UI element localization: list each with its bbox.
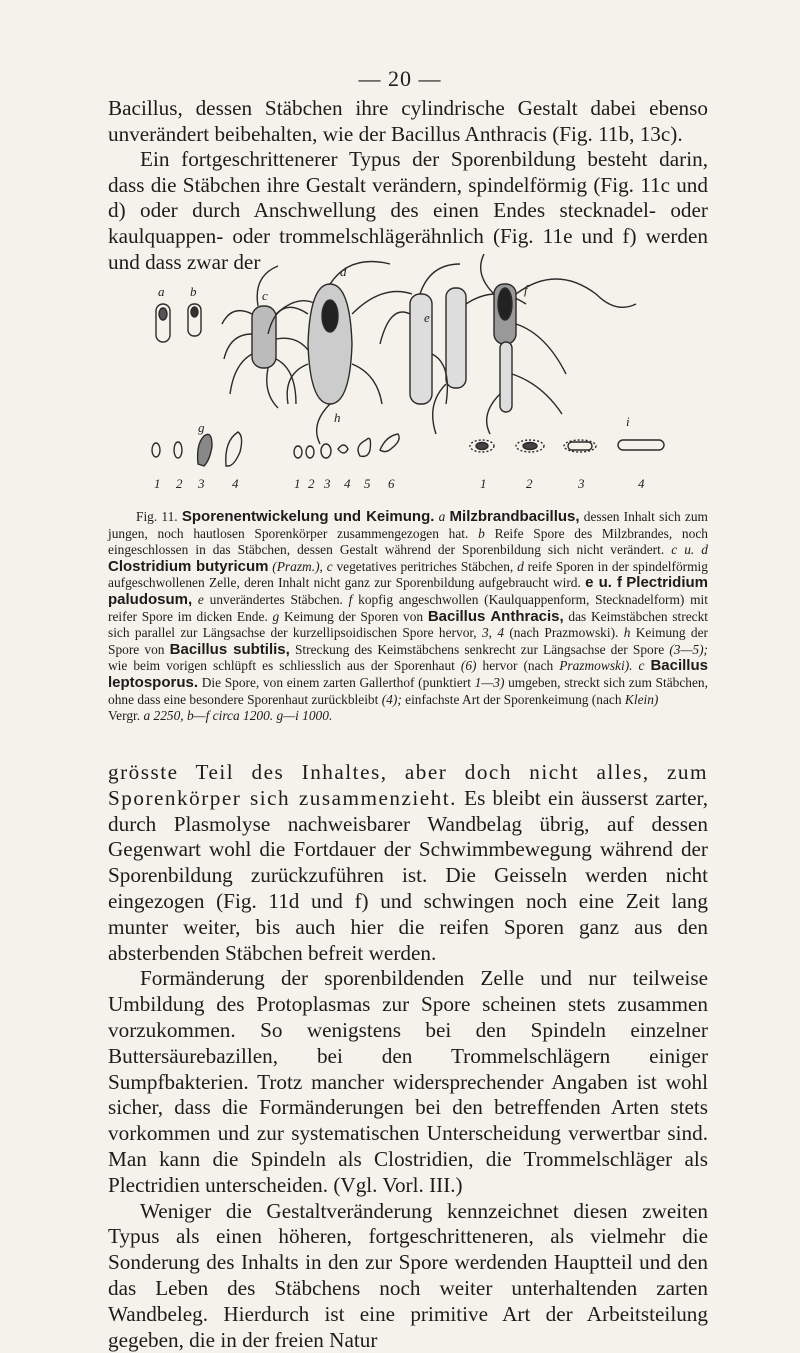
caption-segment: wie beim vorigen schlüpft es schliesslich aus der Sporenhaut bbox=[108, 658, 455, 674]
caption-numbers: (4); bbox=[381, 691, 402, 707]
caption-numbers: 3, 4 bbox=[481, 625, 505, 641]
caption-segment: Reife Spore des Milzbrandes, noch eingeschlossen in das Stäbchen, dessen Gestalt während der Sporenbildung sich nicht verändert. bbox=[108, 525, 708, 558]
top-text bbox=[108, 96, 708, 275]
figure-i-numbers bbox=[480, 476, 645, 491]
caption-magnification: a 2250, b—f circa 1200. g—i 1000. bbox=[143, 708, 333, 724]
caption-letter: c u. d bbox=[671, 542, 708, 558]
caption-numbers: (3—5); bbox=[669, 641, 708, 657]
figure-h-num: 1 bbox=[294, 476, 301, 491]
caption-letter: c bbox=[638, 658, 645, 674]
figure-i-num: 1 bbox=[480, 476, 487, 491]
caption-segment: dessen Inhalt sich zum jungen, noch hautlosen Sporenkörper zusammengezogen hat. bbox=[108, 509, 708, 541]
bottom-paragraph-2: Formänderung der sporenbildenden Zelle und nur teilweise Umbildung des Protoplasmas zur Spore scheinen stets zusammen vorzukommen. So wenigstens bei den Spindeln einzelner Buttersäurebazillen, bei den Trommelschlägern einiger Sumpfbakterien. Trotz mancher widersprechender Angaben ist wohl sicher, dass die Formänderungen bei den betreffenden Arten stets vorkommen und zur systematischen Unterscheidung verwertbar sind. Man kann die Spindeln als Clostridien, die Trommelschläger als Plectridien unterscheiden. (Vgl. Vorl. III.) bbox=[108, 966, 708, 1197]
caption-letter: e u. f bbox=[585, 574, 622, 592]
caption-reference: (nach Prazmowski). bbox=[509, 625, 619, 641]
caption-segment: das Keimstäbchen streckt sich parallel zur Längsachse der kurzellipsoidischen Spore hervor, bbox=[108, 608, 709, 641]
figure-label-h: h bbox=[334, 410, 341, 425]
figure-label-c: c bbox=[262, 288, 268, 303]
caption-segment: hervor (nach bbox=[482, 658, 554, 674]
figure-label-a: a bbox=[158, 284, 165, 299]
figure-g-num: 3 bbox=[198, 476, 205, 491]
figure-part-g bbox=[152, 432, 242, 466]
bottom-paragraph-1 bbox=[108, 760, 708, 966]
caption-segment: reife Sporen in der spindelförmig aufgeschwollenen Zelle, deren Inhalt nicht ganz zur Sporenbildung aufgebraucht wird. bbox=[108, 558, 708, 591]
figure-label-b: b bbox=[190, 284, 197, 299]
caption-segment: kopfig angeschwollen (Kaulquappenform, Stecknadelform) mit reifer Spore im dicken Ende. bbox=[108, 591, 708, 624]
figure-part-i bbox=[470, 440, 664, 452]
figure-part-a bbox=[156, 304, 170, 342]
caption-species: Bacillus subtilis, bbox=[169, 640, 290, 658]
caption-letter: e bbox=[197, 591, 204, 607]
caption-numbers: (6) bbox=[460, 658, 477, 674]
figure-g-num: 1 bbox=[154, 476, 161, 491]
figure-caption bbox=[108, 509, 708, 725]
caption-segment: Keimung der Sporen von bbox=[283, 608, 424, 624]
caption-reference: Prazmowski). bbox=[559, 658, 633, 674]
caption-species: Bacillus Anthracis, bbox=[427, 607, 564, 625]
caption-segment: vegetatives peritriches Stäbchen, bbox=[336, 558, 514, 574]
figure-11-illustration bbox=[148, 254, 708, 504]
figure-label-e: e bbox=[424, 310, 430, 325]
top-paragraph-2: Ein fortgeschrittenerer Typus der Sporenbildung besteht darin, dass die Stäbchen ihre Gestalt verändern, spindelförmig (Fig. 11c und d) oder durch Anschwellung des einen Endes stecknadel- oder kaulquappen- oder trommelschlägerähnlich (Fig. 11e und f) werden und dass zwar der bbox=[108, 147, 708, 274]
figure-part-f bbox=[481, 254, 636, 434]
caption-segment: unverändertes Stäbchen. bbox=[209, 591, 343, 607]
figure-label-i: i bbox=[626, 414, 630, 429]
caption-letter: f bbox=[348, 591, 353, 607]
caption-species: Bacillus leptosporus. bbox=[108, 657, 708, 691]
bottom-paragraph-3: Weniger die Gestaltveränderung kennzeichnet diesen zweiten Typus als einen höheren, fortgeschritteneren, als vielmehr die Sonderung des Inhalts in den zur Spore werdenden Hauptteil und den das Leben des Stäbchens noch weiter unterhaltenden zarten Wandbeleg. Hierdurch ist eine primitive Art der Arbeitsteilung gegeben, die in der freien Natur bbox=[108, 1198, 708, 1352]
caption-species: Clostridium butyricum bbox=[108, 557, 269, 575]
figure-h-num: 4 bbox=[344, 476, 351, 491]
bottom-paragraph-1-lead: grösste Teil des Inhaltes, aber doch nicht alles, zum Sporenkörper sich zusammenzieht. bbox=[108, 760, 708, 810]
figure-label-g: g bbox=[198, 420, 205, 435]
page-number: — 20 — bbox=[358, 66, 442, 91]
caption-letter: d bbox=[517, 558, 524, 574]
caption-numbers: 1—3) bbox=[474, 674, 505, 690]
figure-h-num: 6 bbox=[388, 476, 395, 491]
figure-part-h bbox=[294, 434, 399, 458]
caption-letter: a bbox=[438, 509, 446, 524]
caption-fig-label: Fig. 11. bbox=[136, 509, 178, 524]
caption-segment: umgeben, streckt sich zum Stäbchen, ohne dass eine besondere Sporenhaut zurückbleibt bbox=[108, 674, 708, 707]
figure-label-f: f bbox=[524, 282, 528, 297]
caption-reference: (Prazm.), bbox=[272, 558, 323, 574]
figure-h-num: 2 bbox=[308, 476, 315, 491]
caption-segment: Vergr. bbox=[108, 708, 141, 724]
caption-segment: Streckung des Keimstäbchens senkrecht zur Längsachse der Spore bbox=[294, 641, 665, 657]
caption-species: Plectridium paludosum, bbox=[108, 574, 708, 608]
caption-letter: c bbox=[326, 558, 333, 574]
bottom-text bbox=[108, 760, 708, 1353]
caption-segment: Die Spore, von einem zarten Gallerthof (punktiert bbox=[201, 674, 471, 690]
figure-11 bbox=[148, 254, 708, 504]
figure-part-c bbox=[222, 266, 316, 408]
caption-text bbox=[108, 509, 708, 725]
figure-i-num: 2 bbox=[526, 476, 533, 491]
figure-g-num: 4 bbox=[232, 476, 239, 491]
caption-reference: Klein) bbox=[624, 691, 659, 707]
figure-i-num: 3 bbox=[578, 476, 585, 491]
figure-h-num: 3 bbox=[324, 476, 331, 491]
figure-h-num: 5 bbox=[364, 476, 371, 491]
caption-letter: h bbox=[623, 625, 631, 641]
bottom-paragraph-1-rest: Es bleibt ein äusserst zarter, durch Plasmolyse nachweisbarer Wandbelag übrig, auf dessen Gegenwart wohl die Fortdauer der Schwimmbewegung während der Sporenbildung zurückzuführen ist. Die Geisseln werden nicht eingezogen (Fig. 11d und f) und schwingen noch eine Zeit lang munter weiter, bis auch hier die reifen Sporen ganz aus den absterbenden Stäbchen befreit werden. bbox=[108, 785, 709, 965]
figure-i-num: 4 bbox=[638, 476, 645, 491]
caption-letter: b bbox=[478, 525, 485, 541]
caption-segment: Keimung der Spore von bbox=[108, 625, 708, 657]
caption-species: Milzbrandbacillus, bbox=[449, 508, 580, 525]
top-paragraph-1: Bacillus, dessen Stäbchen ihre cylindrische Gestalt dabei ebenso unverändert beibehalten, wie der Bacillus Anthracis (Fig. 11b, 13c). bbox=[108, 96, 708, 146]
caption-letter: g bbox=[272, 608, 280, 624]
figure-part-b bbox=[188, 304, 201, 336]
figure-g-numbers bbox=[154, 476, 239, 491]
caption-segment: einfachste Art der Sporenkeimung (nach bbox=[405, 691, 622, 707]
figure-g-num: 2 bbox=[176, 476, 183, 491]
figure-h-numbers bbox=[294, 476, 395, 491]
caption-title: Sporenentwickelung und Keimung. bbox=[181, 508, 435, 525]
figure-label-d: d bbox=[340, 264, 347, 279]
